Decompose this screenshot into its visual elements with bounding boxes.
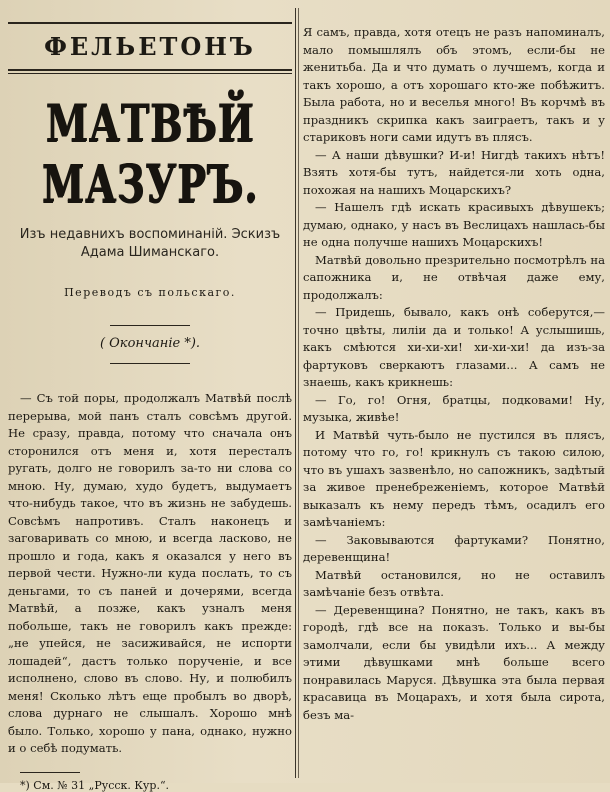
section-header: ФЕЛЬЕТОНЪ <box>44 32 256 61</box>
right-paragraph: — Придешь, бывало, какъ онѣ соберутся,—точно цвѣты, лиліи да и только! А услышишь, какъ смѣются хи-хи-хи! хи-хи-хи! да изъ-за фартуковъ сверкаютъ глазами... А самъ не знаешь, какъ крикнешь: <box>303 305 605 389</box>
right-paragraph: — А наши дѣвушки? И-и! Нигдѣ такихъ нѣтъ! Взять хотя-бы тутъ, найдется-ли хоть одна, похожая на нашихъ Моцарскихъ? <box>303 147 605 197</box>
column-divider <box>295 8 296 778</box>
right-column <box>303 24 605 779</box>
translator-note: Переводъ съ польскаго. <box>64 286 236 299</box>
right-paragraph: — Заковываются фартуками? Понятно, деревенщина! <box>303 532 605 564</box>
right-paragraph: Матвѣй остановился, но не оставилъ замѣчаніе безъ отвѣта. <box>303 567 605 599</box>
right-paragraph: И Матвѣй чуть-было не пустился въ плясъ, потому что го, го! крикнулъ съ такою силою, что въ ушахъ зазвенѣло, но сапожникъ, задѣтый за живое пренебреженіемъ, которое Матвѣй выказалъ къ нему передъ тѣмъ, осадилъ его замѣчаніемъ: <box>303 427 605 529</box>
right-paragraph: — Деревенщина? Понятно, не такъ, какъ въ городѣ, гдѣ все на показъ. Только и вы-бы замолчали, если бы увидѣли ихъ... А между этими дѣвушками мнѣ больше всего понравилась Маруся. Дѣвушка эта была первая красавица въ Моцарахъ, и хотя была сирота, безъ ма- <box>303 602 605 722</box>
left-body <box>8 390 292 758</box>
short-rule-top <box>110 325 190 326</box>
right-paragraph: — Нашелъ гдѣ искать красивыхъ дѣвушекъ; думаю, однако, у насъ въ Веслицахъ нашлась-бы не одна получше нашихъ Моцарскихъ! <box>303 200 605 249</box>
right-paragraph: — Го, го! Огня, братцы, подковами! Ну, музыка, живѣе! <box>303 392 605 424</box>
subtitle-line-1: Изъ недавнихъ воспоминаній. Эскизъ <box>19 227 281 242</box>
right-body <box>303 24 605 724</box>
footnote: *) См. № 31 „Русск. Кур.“. <box>20 778 170 792</box>
header-double-rule <box>8 69 292 74</box>
right-paragraph: Матвѣй довольно презрительно посмотрѣлъ на сапожника и, не отвѣчая даже ему, продолжалъ: <box>303 252 605 302</box>
article-subtitle <box>8 226 292 262</box>
column-divider-secondary <box>298 8 299 778</box>
article-title: МАТВѢЙ МАЗУРЪ. <box>41 92 259 214</box>
left-column <box>8 22 292 792</box>
left-paragraph: — Съ той поры, продолжалъ Матвѣй послѣ перерыва, мой панъ сталъ совсѣмъ другой. Не сразу, правда, потому что сначала онъ сторонился отъ меня и, хотя пересталъ ругать, долго не говорилъ за-то ни слова со мною. Ну, думаю, худо будетъ, выдумаетъ что-нибудь такое, что въ жизнь не забудешь. Совсѣмъ напротивъ. Сталъ наконецъ и заговаривать со мною, и всегда ласково, не прошло и года, какъ я оказался у него въ первой чести. Нужно-ли куда послать, то съ деньгами, то съ паней и дочерями, всегда Матвѣй, а позже, какъ узналъ меня побольше, такъ не говорилъ какъ прежде: „не упейся, не засиживайся, не испорти лошадей“, дастъ только порученіе, и все исполнено, слово въ слово. Ну, и полюбилъ меня! Сколько лѣтъ еще пробылъ во дворѣ, слова дурнаго не слышалъ. Хорошо мнѣ было. Только, хорошо у пана, однако, нужно и о себѣ подумать. <box>8 391 292 755</box>
footnote-rule <box>20 772 80 773</box>
short-rule-bottom <box>110 363 190 364</box>
right-paragraph: Я самъ, правда, хотя отецъ не разъ напоминалъ, мало помышлялъ объ этомъ, если-бы не женитьба. Да и что думать о лучшемъ, когда и такъ хорошо, а отъ хорошаго кто-же побѣжитъ. Была работа, но и веселья много! Въ корчмѣ въ праздникъ скрипка какъ заиграетъ, такъ и у стариковъ ноги сами идутъ въ плясъ. <box>303 25 605 144</box>
subtitle-line-2: Адама Шиманскаго. <box>80 245 220 260</box>
top-rule <box>8 22 292 24</box>
ending-note: ( Окончаніе *). <box>99 336 201 351</box>
